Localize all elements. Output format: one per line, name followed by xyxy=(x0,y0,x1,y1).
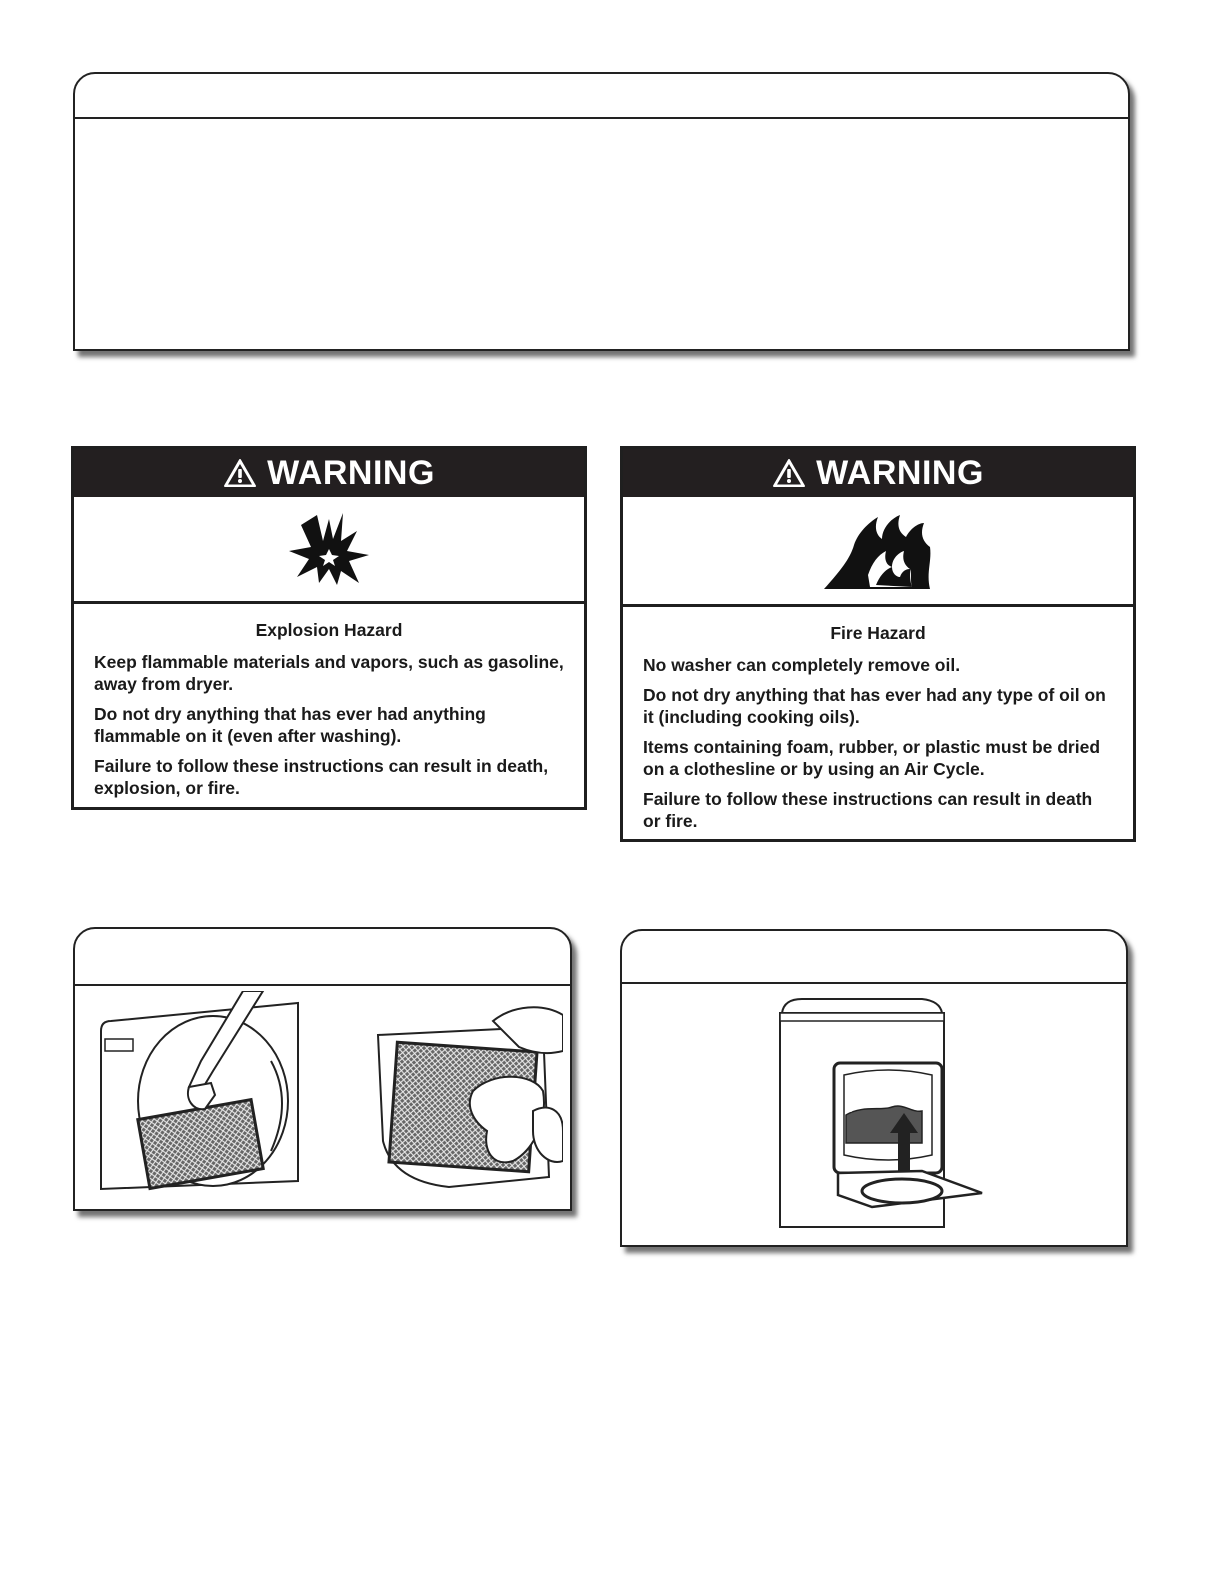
panel-tab-divider xyxy=(622,982,1126,984)
lint-screen-panel xyxy=(73,927,572,1211)
warning-line: No washer can completely remove oil. xyxy=(643,655,961,675)
fire-warning-box xyxy=(620,446,1136,842)
explosion-warning-box xyxy=(71,446,587,810)
warning-header xyxy=(74,449,584,497)
hazard-icon-zone xyxy=(74,497,584,604)
warning-line: Items containing foam, rubber, or plastic must be dried on a clothesline or by using an Air Cycle. xyxy=(643,737,1101,779)
warning-body xyxy=(74,604,584,807)
warning-line: Do not dry anything that has ever had anything flammable on it (even after washing). xyxy=(94,704,486,746)
warning-line: Do not dry anything that has ever had any type of oil on it (including cooking oils). xyxy=(643,685,1106,727)
top-info-panel xyxy=(73,72,1130,351)
hazard-title: Explosion Hazard xyxy=(255,620,403,640)
panel-tab-divider xyxy=(75,984,570,986)
panel-tab-divider xyxy=(75,117,1128,119)
warning-line: Failure to follow these instructions can result in death, explosion, or fire. xyxy=(94,756,549,798)
dryer-loading-illustration xyxy=(772,995,997,1235)
fire-icon xyxy=(820,511,936,591)
hazard-icon-zone xyxy=(623,497,1133,607)
lint-screen-cleaning-illustration xyxy=(93,991,563,1201)
explosion-icon xyxy=(287,511,371,587)
warning-triangle-icon xyxy=(223,458,257,488)
warning-title: WARNING xyxy=(816,453,984,492)
warning-title: WARNING xyxy=(267,453,435,492)
warning-line: Keep flammable materials and vapors, such as gasoline, away from dryer. xyxy=(94,652,564,694)
warning-line: Failure to follow these instructions can result in death or fire. xyxy=(643,789,1093,831)
dryer-loading-panel xyxy=(620,929,1128,1247)
warning-body xyxy=(623,607,1133,839)
warning-header xyxy=(623,449,1133,497)
hazard-title: Fire Hazard xyxy=(830,623,926,643)
warning-triangle-icon xyxy=(772,458,806,488)
